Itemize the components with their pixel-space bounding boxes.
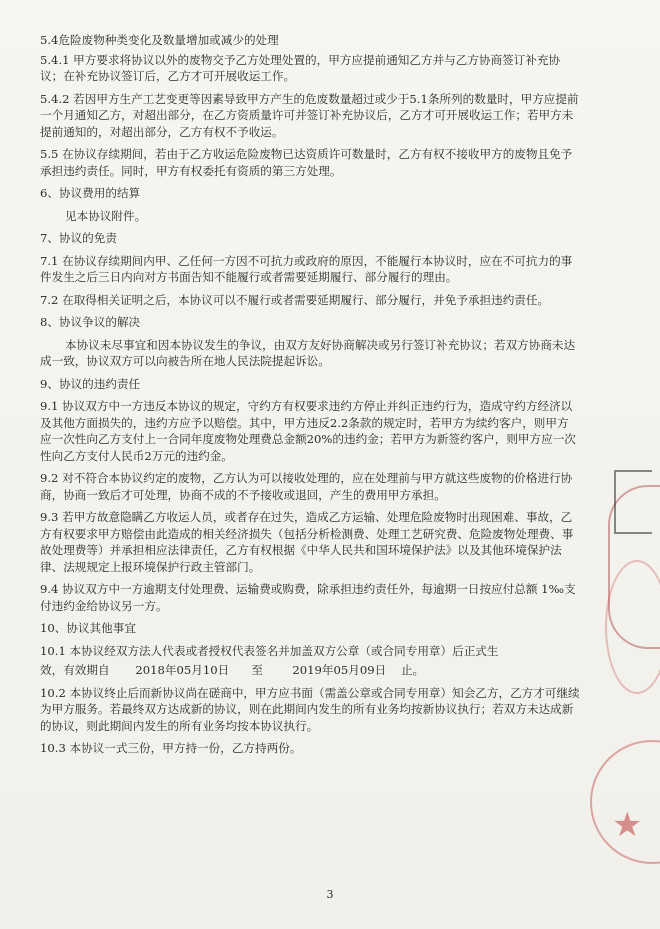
section-9-heading: 9、协议的违约责任 <box>40 376 141 391</box>
validity-suffix: 止。 <box>400 663 425 677</box>
seal-star-icon: ★ <box>612 805 643 845</box>
stamp-imprint-middle <box>605 560 660 694</box>
black-stamp-fragment <box>614 470 652 534</box>
section-8-heading: 8、协议争议的解决 <box>40 315 141 329</box>
section-6-heading: 6、协议费用的结算 <box>40 186 141 200</box>
validity-start-date: 2018年05月10日 <box>135 663 230 677</box>
document-body <box>40 32 580 757</box>
clause-9-4: 9.4 协议双方中一方逾期支付处理费、运输费或购费，除承担违约责任外，每逾期一日按应付总额 1‰支付违约金给协议另一方。 <box>40 582 576 613</box>
clause-5-4-2: 5.4.2 若因甲方生产工艺变更等因素导致甲方产生的危废数量超过或少于5.1条所列的数量时，甲方应提前一个月通知乙方，对超出部分，在乙方资质量许可并签订补充协议后，乙方才可开展收运工作；若甲方未提前通知的，对超出部分，乙方有权不予收运。 <box>40 91 579 139</box>
section-8-body: 本协议未尽事宜和因本协议发生的争议，由双方友好协商解决或另行签订补充协议；若双方协商未达成一致，协议双方可以向被告所在地人民法院提起诉讼。 <box>40 337 576 368</box>
clause-9-3: 9.3 若甲方故意隐瞒乙方收运人员，或者存在过失，造成乙方运输、处理危险废物时出现困难、事故，乙方有权要求甲方赔偿由此造成的相关经济损失（包括分析检测费、处理工艺研究费、危险废物处理费、事故处理费等）并承担相应法律责任，乙方有权根据《中华人民共和国环境保护法》以及其他环境保护法律、法规规定上报环境保护行政主管部门。 <box>40 510 574 574</box>
clause-10-1-line2 <box>40 662 580 679</box>
clause-9-1: 9.1 协议双方中一方违反本协议的规定，守约方有权要求违约方停止并纠正违约行为，造成守约方经济以及其他方面损失的，违约方应予以赔偿。其中，甲方违反2.2条款的规定时，若甲方为续约客户，则甲方应一次性向乙方支付上一合同年度废物处理费总金额20%的违约金；若甲方为新签约客户，则甲方应一次性向乙方支付人民币2万元的违约金。 <box>40 399 576 463</box>
clause-5-4-1: 5.4.1 甲方要求将协议以外的废物交予乙方处理处置的，甲方应提前通知乙方并与乙方协商签订补充协议；在补充协议签订后，乙方才可开展收运工作。 <box>40 52 561 83</box>
clause-10-1-line1: 10.1 本协议经双方法人代表或者授权代表签名并加盖双方公章（或合同专用章）后正式生 <box>40 643 499 658</box>
section-5-4-heading: 5.4危险废物种类变化及数量增加或减少的处理 <box>40 33 279 47</box>
section-7-heading: 7、协议的免责 <box>40 231 117 245</box>
clause-10-2: 10.2 本协议终止后而新协议尚在磋商中，甲方应书面（需盖公章或合同专用章）知会乙方，乙方才可继续为甲方服务。若最终双方达成新的协议，则在此期间内发生的所有业务均按新协议执行；若双方未达成新的协议，则此期间内发生的所有业务均按本协议执行。 <box>40 685 580 733</box>
official-seal-imprint <box>590 740 660 864</box>
section-6-body: 见本协议附件。 <box>65 208 147 223</box>
clause-7-2: 7.2 在取得相关证明之后，本协议可以不履行或者需要延期履行、部分履行，并免予承担违约责任。 <box>40 292 550 307</box>
clause-10-3: 10.3 本协议一式三份，甲方持一份，乙方持两份。 <box>40 741 302 755</box>
clause-5-5: 5.5 在协议存续期间，若由于乙方收运危险废物已达资质许可数量时，乙方有权不接收甲方的废物且免予承担违约责任。同时，甲方有权委托有资质的第三方处理。 <box>40 147 573 178</box>
clause-7-1: 7.1 在协议存续期间内甲、乙任何一方因不可抗力或政府的原因，不能履行本协议时，应在不可抗力的事件发生之后三日内向对方书面告知不能履行或者需要延期履行、部分履行的理由。 <box>40 253 573 284</box>
validity-prefix: 效，有效期自 <box>40 663 110 677</box>
validity-end-date: 2019年05月09日 <box>292 663 387 677</box>
page-number: 3 <box>326 888 334 901</box>
validity-to: 至 <box>251 663 263 677</box>
clause-9-2: 9.2 对不符合本协议约定的废物，乙方认为可以接收处理的，应在处理前与甲方就这些废物的价格进行协商，协商一致后才可处理，协商不成的不予接收或退回，产生的费用甲方承担。 <box>40 471 573 502</box>
section-10-heading: 10、协议其他事宜 <box>40 621 136 635</box>
